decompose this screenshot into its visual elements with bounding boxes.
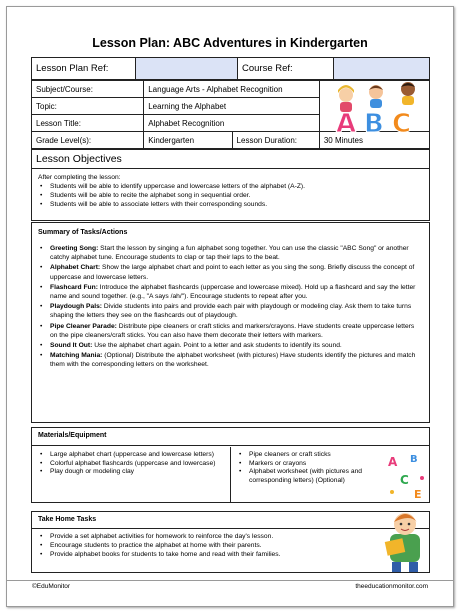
task-name: Sound It Out: (50, 341, 93, 349)
kid-boy-icon (369, 85, 383, 108)
kids-abc-illustration (330, 78, 424, 134)
take-home-item: • Encourage students to practice the alphabet at home with their parents. (38, 541, 423, 550)
footer-divider (6, 580, 454, 581)
tasks-heading: Summary of Tasks/Actions (38, 229, 128, 236)
task-text: Show the large alphabet chart and point to each letter as you sing the song. Briefly discuss the concept of uppercase and lowercase letters. (50, 264, 415, 281)
material-item: • Colorful alphabet flashcards (uppercase and lowercase) (38, 460, 224, 469)
task-name: Alphabet Chart: (50, 264, 101, 272)
topic-value: Learning the Alphabet (144, 98, 320, 115)
material-item: • Large alphabet chart (uppercase and lowercase letters) (38, 451, 224, 460)
task-item (38, 322, 423, 340)
lesson-title-label: Lesson Title: (32, 115, 144, 132)
task-name: Flashcard Fun: (50, 283, 98, 291)
boy-with-book-illustration (382, 500, 430, 574)
task-text: Use the alphabet chart again. Point to a letter and ask students to identify its sound. (92, 341, 342, 349)
material-item: • Play dough or modeling clay (38, 468, 224, 477)
material-item: • Pipe cleaners or craft sticks (237, 451, 365, 460)
course-ref-label: Course Ref: (238, 58, 334, 80)
abc-letter-c: C (392, 109, 412, 134)
take-home-item: • Provide a set alphabet activities for homework to reinforce the day's lesson. (38, 532, 423, 541)
duration-value: 30 Minutes (319, 132, 429, 149)
abc-letter-b: B (364, 109, 384, 134)
objectives-intro: After completing the lesson: (38, 174, 121, 181)
page-title: Lesson Plan: ABC Adventures in Kindergarten (92, 36, 368, 50)
task-item (38, 302, 423, 320)
take-home-item: • Provide alphabet books for students to take home and read with their families. (38, 550, 423, 559)
task-item (38, 283, 423, 301)
take-home-body (32, 529, 429, 562)
tasks-section (31, 222, 430, 423)
task-item (38, 341, 423, 350)
task-item (38, 263, 423, 281)
objective-item: • Students will be able to identify uppercase and lowercase letters of the alphabet (A-Z). (38, 182, 423, 191)
subject-value: Language Arts - Alphabet Recognition (144, 81, 320, 98)
kid-girl-icon (338, 85, 354, 112)
duration-label: Lesson Duration: (232, 132, 319, 149)
lesson-title-value: Alphabet Recognition (144, 115, 320, 132)
task-text: Start the lesson by singing a fun alphabet song together. You can use the classic "ABC Song" or another catchy alphabet tune. Encourage students to clap or tap their laps to the beat. (50, 245, 409, 262)
lesson-plan-ref-field[interactable] (136, 58, 238, 80)
task-item (38, 244, 423, 262)
task-name: Greeting Song: (50, 245, 99, 253)
materials-heading: Materials/Equipment (32, 428, 429, 446)
task-name: Matching Mania: (50, 352, 103, 360)
kid-dark-icon (401, 82, 415, 105)
material-item: • Alphabet worksheet (with pictures and corresponding letters) (Optional) (237, 468, 365, 485)
take-home-section (31, 511, 430, 573)
reference-table (31, 57, 430, 80)
take-home-heading: Take Home Tasks (32, 512, 429, 529)
grade-value: Kindergarten (144, 132, 232, 149)
task-text: Introduce the alphabet flashcards (uppercase and lowercase mixed). Hold up a flashcard and say the letter name and sound together. (e.g., "A says /ah/"). Encourage students to repeat after you. (50, 283, 416, 300)
abc-letter-a: A (336, 109, 357, 134)
subject-label: Subject/Course: (32, 81, 144, 98)
materials-left-column (32, 447, 231, 503)
objectives-body (31, 169, 430, 221)
task-name: Playdough Pals: (50, 303, 103, 311)
task-text: (Optional) Distribute the alphabet worksheet (with pictures) Have students identify the pictures and match them with the corresponding letters on the worksheet. (50, 352, 416, 369)
material-item: • Markers or crayons (237, 460, 365, 469)
objectives-heading: Lesson Objectives (31, 149, 430, 169)
task-item (38, 351, 423, 369)
confetti-letter: E (414, 488, 422, 501)
objective-item: • Students will be able to recite the alphabet song in sequential order. (38, 191, 423, 200)
lesson-plan-ref-label: Lesson Plan Ref: (32, 58, 136, 80)
task-name: Pipe Cleaner Parade: (50, 322, 117, 330)
confetti-letter: C (400, 473, 409, 487)
task-text: Divide students into pairs and provide each pair with playdough or modeling clay. Ask them to take turns shaping the letters they see on the flashcards out of playdough. (50, 303, 412, 320)
course-ref-field[interactable] (334, 58, 430, 80)
grade-label: Grade Level(s): (32, 132, 144, 149)
footer-website[interactable]: theeducationmonitor.com (355, 583, 428, 590)
task-text: Distribute pipe cleaners or craft sticks and markers/crayons. Have students create uppercase letters on the pipe cleaners/craft sticks. You can also have them decorate their letters with markers. (50, 322, 415, 339)
topic-label: Topic: (32, 98, 144, 115)
confetti-letter: A (388, 455, 398, 469)
materials-section (31, 427, 430, 503)
confetti-letter: B (410, 454, 418, 465)
footer-brand: ©EduMonitor (32, 583, 71, 590)
objective-item: • Students will be able to associate letters with their corresponding sounds. (38, 200, 423, 209)
